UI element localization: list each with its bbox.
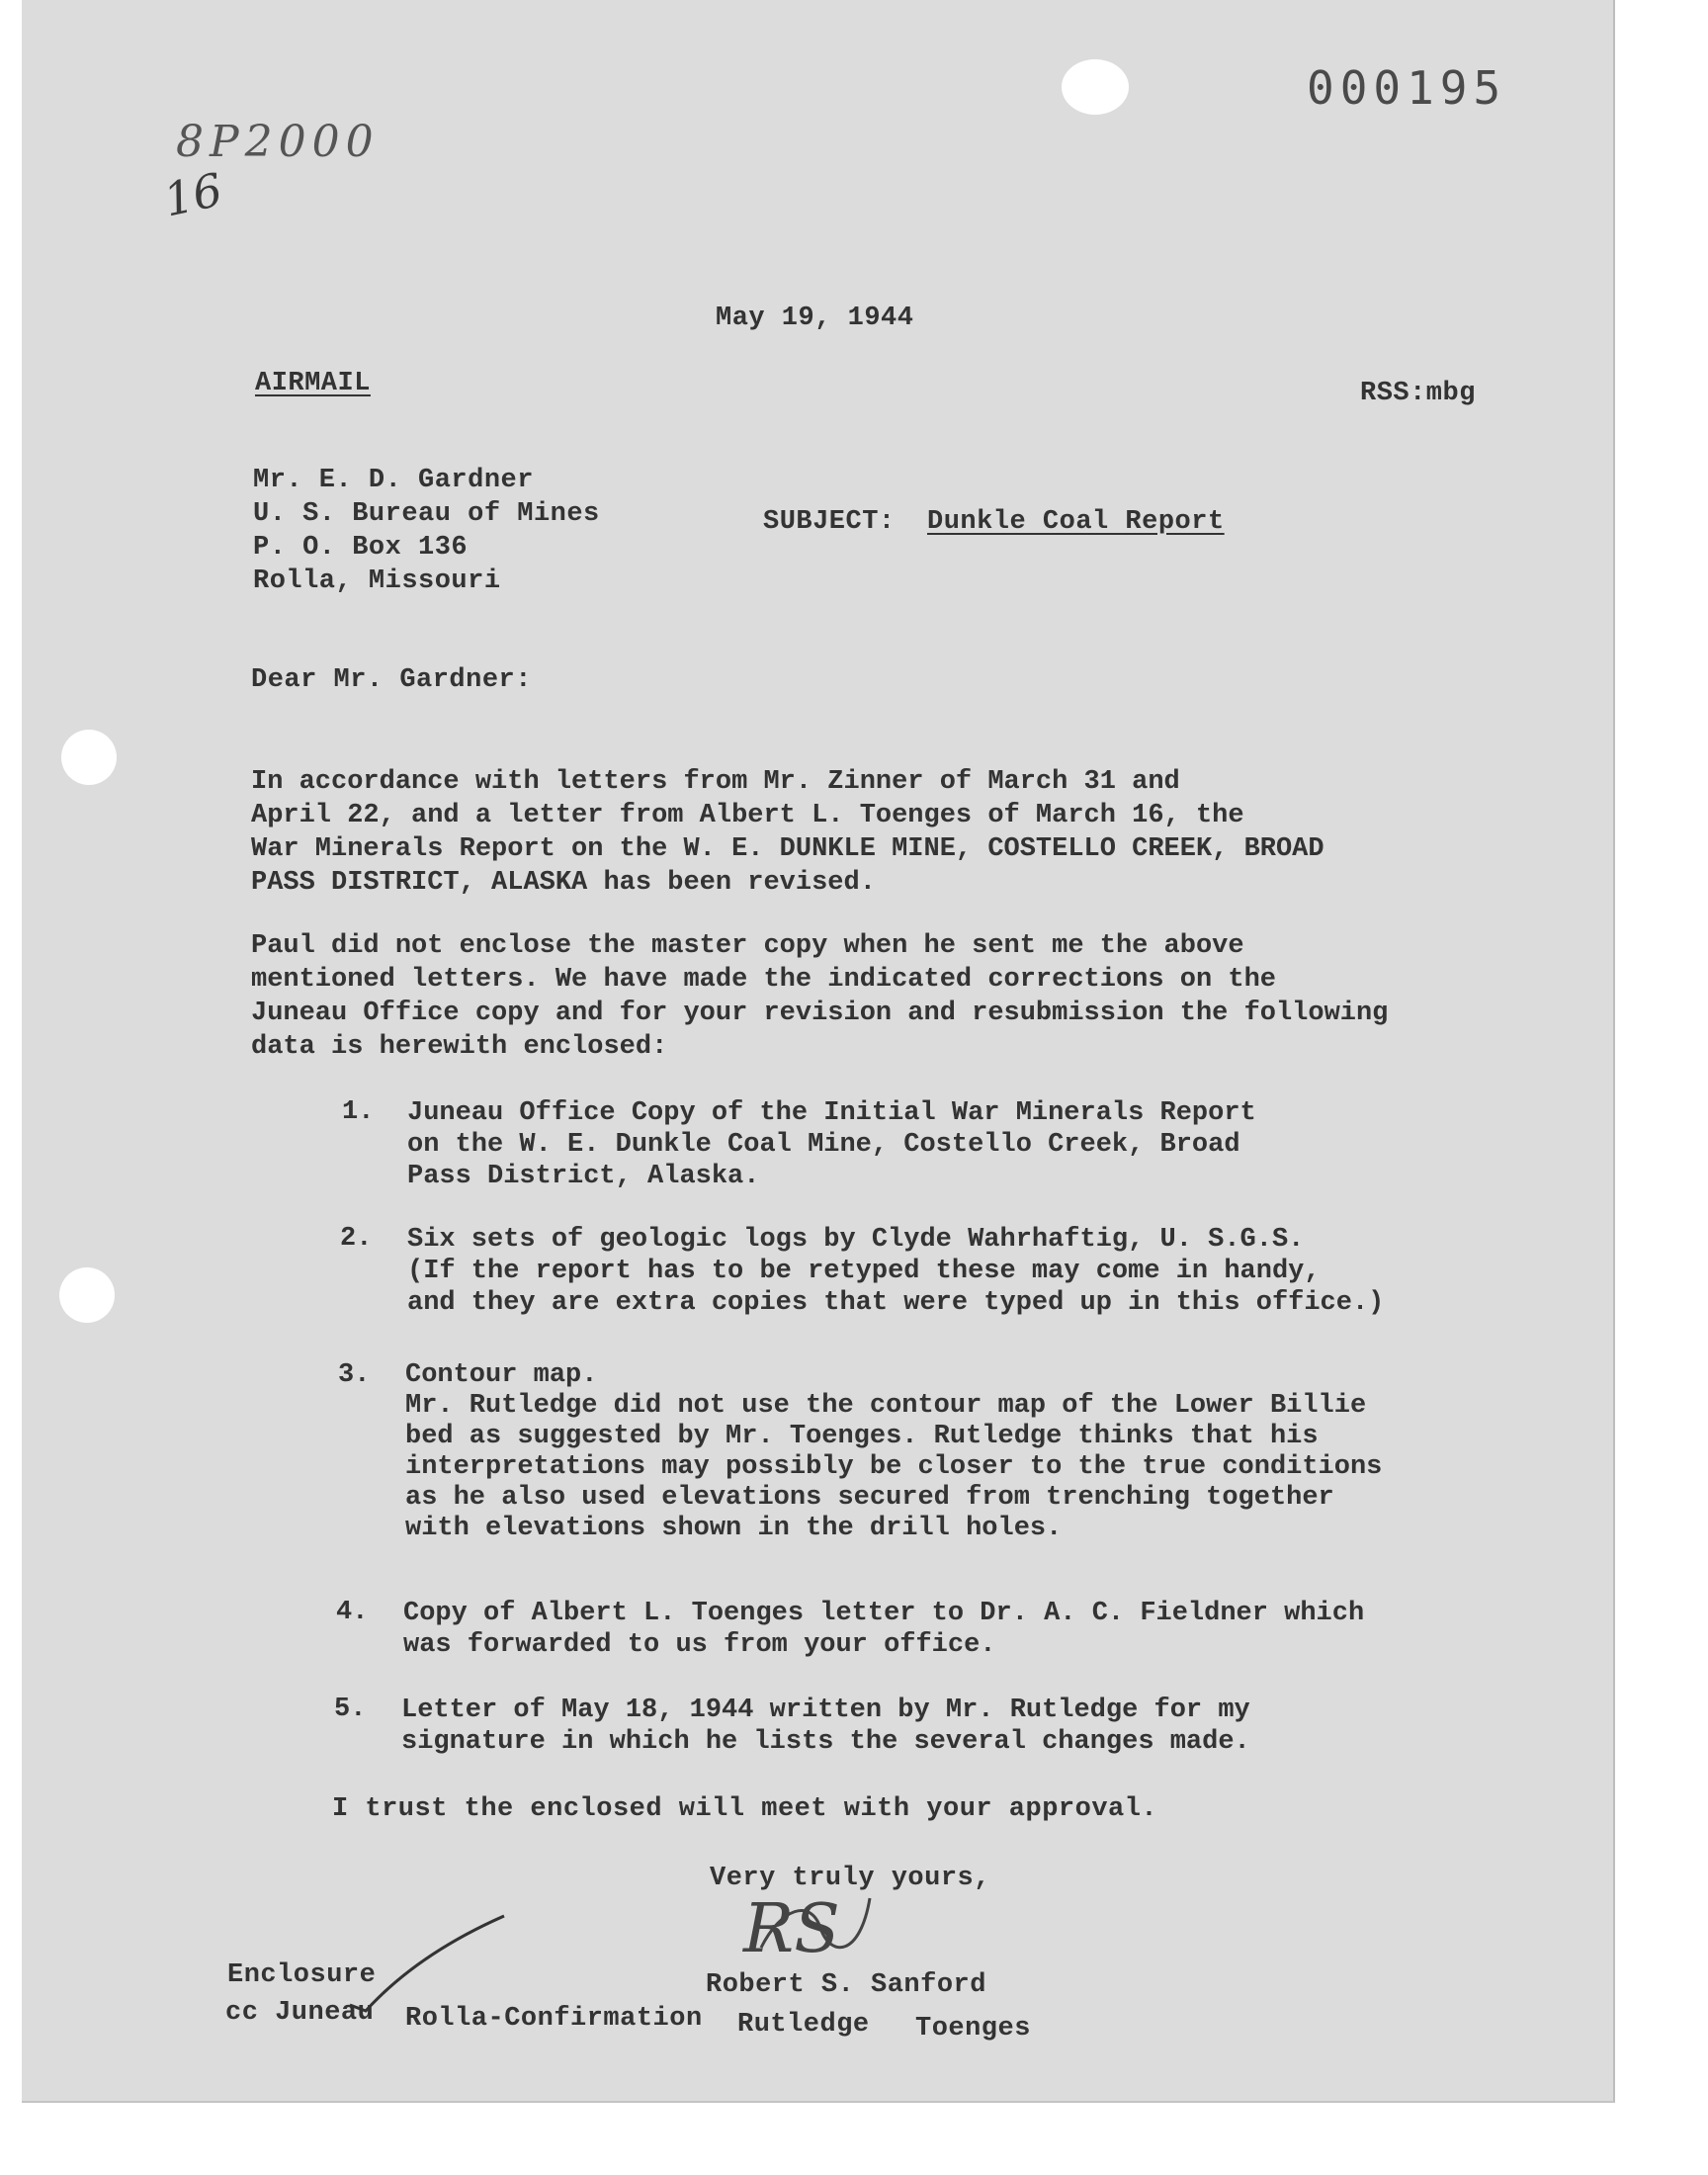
list-item-number: 4. [336, 1598, 369, 1627]
mail-type: AIRMAIL [255, 369, 371, 398]
punch-hole-top [61, 730, 117, 785]
subject-value: Dunkle Coal Report [927, 507, 1225, 537]
paragraph-1: In accordance with letters from Mr. Zinner of March 31 and April 22, and a letter from Albert L. Toenges of March 16, the War Minerals Report on the W. E. DUNKLE MINE, COSTELLO CREEK, BROAD PASS DISTRICT, ALASKA has been revised. [251, 767, 1324, 898]
recipient-name: Mr. E. D. Gardner [253, 466, 534, 495]
punch-hole-bottom [59, 1267, 115, 1323]
handwritten-number: 16 [159, 162, 227, 227]
signature: RS [743, 1890, 840, 1968]
list-item: Copy of Albert L. Toenges letter to Dr. A. C. Fieldner which was forwarded to us from your office. [403, 1599, 1365, 1660]
list-item: Juneau Office Copy of the Initial War Minerals Report on the W. E. Dunkle Coal Mine, Costello Creek, Broad Pass District, Alaska. [407, 1098, 1256, 1191]
list-item-number: 1. [342, 1097, 375, 1127]
signature-stroke-icon [751, 1888, 880, 1967]
cc-recipient: Rolla-Confirmation [405, 2004, 703, 2034]
cc-recipient: Rutledge [737, 2010, 870, 2040]
salutation: Dear Mr. Gardner: [251, 665, 532, 695]
handwritten-reference: 8P2000 [176, 117, 380, 167]
punch-hole-header [1062, 59, 1129, 115]
complimentary-close: Very truly yours, [710, 1864, 990, 1893]
list-item-number: 2. [340, 1224, 373, 1254]
enclosure-note: Enclosure [227, 1960, 377, 1990]
closing-sentence: I trust the enclosed will meet with your approval. [332, 1794, 1158, 1824]
list-item-number: 5. [334, 1695, 367, 1724]
recipient-city: Rolla, Missouri [253, 566, 501, 596]
list-item-number: 3. [338, 1360, 371, 1390]
list-item: Contour map. Mr. Rutledge did not use the contour map of the Lower Billie bed as suggested by Mr. Toenges. Rutledge thinks that his interpretations may possibly be closer to the true conditions as he also used elevations secured from trenching together with elevations shown in the drill holes. [405, 1360, 1383, 1543]
cc-recipient: Toenges [915, 2014, 1031, 2044]
document-stamp-number: 000195 [1307, 61, 1507, 115]
list-item: Six sets of geologic logs by Clyde Wahrhaftig, U. S.G.S. (If the report has to be retyped these may come in handy, and they are extra copies that were typed up in this office.) [407, 1225, 1385, 1318]
list-item: Letter of May 18, 1944 written by Mr. Rutledge for my signature in which he lists the several changes made. [401, 1696, 1250, 1757]
recipient-org: U. S. Bureau of Mines [253, 499, 600, 529]
signer-name: Robert S. Sanford [706, 1970, 986, 2000]
typist-initials: RSS:mbg [1360, 379, 1476, 408]
subject-label: SUBJECT: [763, 507, 896, 537]
recipient-box: P. O. Box 136 [253, 533, 469, 563]
paragraph-2: Paul did not enclose the master copy when he sent me the above mentioned letters. We have made the indicated corrections on the Juneau Office copy and for your revision and resubmission the following data is herewith enclosed: [251, 931, 1389, 1062]
cc-label: cc Juneau [225, 1998, 375, 2028]
letter-date: May 19, 1944 [716, 304, 914, 333]
